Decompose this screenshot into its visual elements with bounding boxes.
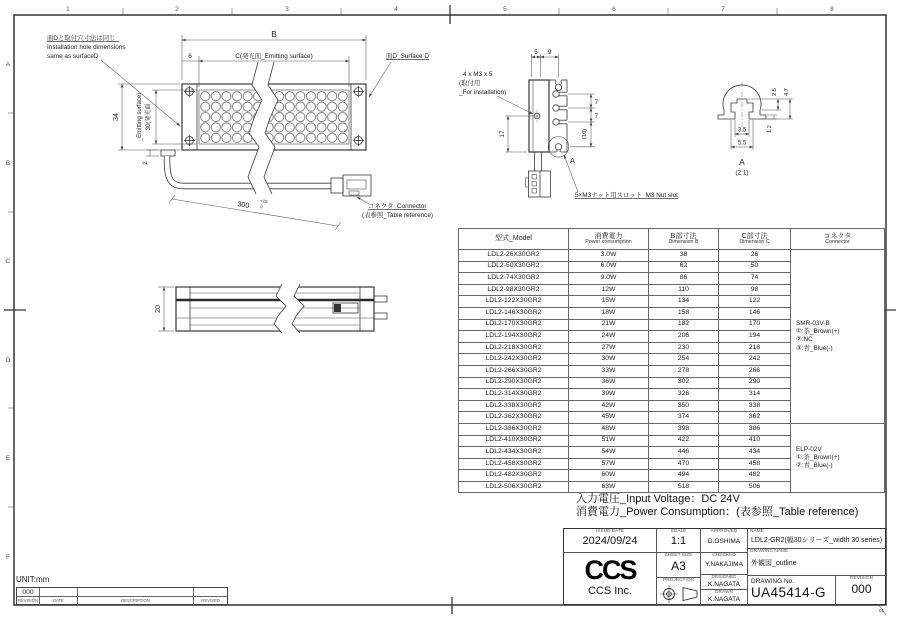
table-header-row	[459, 229, 885, 250]
zone-number: 4	[394, 6, 398, 13]
col-header-model: 型式_Model	[459, 229, 569, 250]
table-cell: 434	[719, 447, 791, 459]
detail-a-label: A	[739, 158, 745, 167]
side-view	[458, 49, 678, 199]
company-name: CCS Inc.	[587, 585, 632, 597]
third-angle-projection-icon	[658, 584, 700, 604]
table-cell: LDL2-410X30GR2	[459, 435, 569, 447]
rev-mark-bottom: 01	[879, 608, 885, 613]
sheet-size-value: A3	[671, 559, 686, 573]
dim-label-2-5: 2.5	[772, 88, 778, 96]
table-cell: LDL2-194X30GR2	[459, 331, 569, 343]
name-label: NAME	[750, 529, 764, 534]
table-cell: 398	[649, 423, 719, 435]
col-header-dim-c: C部寸法 Dimension C	[719, 229, 791, 250]
table-cell: 266	[719, 365, 791, 377]
revision-strip-value: 000	[17, 588, 40, 597]
detail-a-view	[718, 82, 793, 177]
table-cell: 38	[649, 250, 719, 262]
table-cell: 50	[719, 261, 791, 273]
zone-number: 3	[285, 6, 289, 13]
checked-label: CHECKED	[712, 553, 736, 558]
surface-d-label: 面D_Surface D	[386, 53, 429, 60]
scale-value: 1:1	[670, 535, 687, 547]
drawing-no-label: DRAWING No.	[751, 578, 795, 585]
projection-cell	[657, 578, 701, 606]
table-cell: 338	[719, 400, 791, 412]
slot-note	[564, 155, 678, 199]
dim-300	[169, 195, 341, 230]
scale-cell	[657, 529, 701, 553]
table-cell: 470	[649, 458, 719, 470]
table-cell: 458	[719, 458, 791, 470]
table-cell: LDL2-74X30GR2	[459, 273, 569, 285]
sheet-size-cell	[657, 553, 701, 578]
dim-label-34: 34	[111, 113, 120, 121]
dim-label-5: 5	[534, 49, 538, 56]
table-cell: 9.0W	[569, 273, 649, 285]
table-cell: 146	[719, 307, 791, 319]
table-cell: 86	[649, 273, 719, 285]
installation-note	[47, 33, 180, 126]
zone-letters	[6, 61, 11, 561]
zone-number: 6	[612, 6, 616, 13]
approved-value: D.OSHIMA	[707, 538, 741, 545]
table-cell: 170	[719, 319, 791, 331]
table-cell: 242	[719, 354, 791, 366]
screw-note	[458, 71, 533, 114]
table-cell: 518	[649, 481, 719, 493]
designed-label: DESIGNED	[711, 575, 737, 580]
title-block	[563, 528, 886, 605]
table-cell: 326	[649, 389, 719, 401]
company-logo-cell	[564, 553, 657, 606]
approved-cell	[701, 529, 748, 553]
checked-cell	[701, 553, 748, 575]
revision-col-label: REVISION	[17, 598, 38, 603]
sheet-size-label: SHEET SIZE	[664, 553, 693, 558]
zone-number: 2	[175, 6, 179, 13]
nut-slots	[553, 91, 568, 153]
drawn-label: DRAWN	[715, 590, 733, 595]
drawing-name-label: DRAWING NAME	[750, 549, 789, 554]
table-cell: LDL2-290X30GR2	[459, 377, 569, 389]
cable-boot	[161, 150, 175, 156]
checked-value: Y.NAKAJIMA	[705, 561, 743, 568]
table-cell: 482	[719, 470, 791, 482]
table-cell: 36W	[569, 377, 649, 389]
table-cell: 290	[719, 377, 791, 389]
table-cell: 57W	[569, 458, 649, 470]
table-cell: 54W	[569, 447, 649, 459]
installation-note-en2: same as surfaceD	[47, 53, 99, 60]
detail-a-scale: (2:1)	[735, 169, 749, 177]
detail-a-circle	[548, 137, 569, 158]
electrical-notes	[576, 493, 858, 519]
table-cell: 506	[719, 481, 791, 493]
detail-a-ref: A	[570, 156, 575, 165]
table-cell: 62	[649, 261, 719, 273]
table-cell: 45W	[569, 412, 649, 424]
front-view	[47, 30, 433, 230]
table-cell: 446	[649, 447, 719, 459]
table-cell: 21W	[569, 319, 649, 331]
dim-2	[142, 150, 159, 165]
ccs-logo: CCS	[584, 555, 636, 585]
designed-value: K.NAGATA	[708, 581, 740, 588]
col-header-dim-b: B部寸法 Dimension B	[649, 229, 719, 250]
zone-letter: A	[5, 61, 11, 68]
table-cell: 230	[649, 342, 719, 354]
drawing-no-cell	[748, 576, 836, 606]
screw-note-2: (取付用	[459, 80, 481, 87]
dim-label-300: 300	[236, 199, 251, 210]
approved-label: APPROVED	[710, 529, 738, 534]
dim-5-9	[532, 49, 559, 77]
table-cell: 218	[719, 342, 791, 354]
col-header-connector: コネクタ Connector	[791, 229, 885, 250]
table-cell: 24W	[569, 331, 649, 343]
dim-label-10: (10)	[582, 128, 588, 140]
power-consumption-note: 消費電力_Power Consumption：(表参照_Table reference)	[576, 506, 859, 518]
drawing-name-value: 外観図_outline	[751, 560, 797, 567]
table-cell: LDL2-50X30GR2	[459, 261, 569, 273]
table-cell: 314	[719, 389, 791, 401]
table-cell: 51W	[569, 435, 649, 447]
screw-note-3: _For installation)	[459, 89, 507, 96]
col-header-power: 消費電力 Power consumption	[569, 229, 649, 250]
screw-note-1: 4 x M3 x 5	[463, 71, 493, 78]
dim-label-20: 20	[153, 305, 162, 313]
dim-label-1-2: 1.2	[767, 125, 773, 133]
cable	[167, 156, 331, 186]
date-col-label: DATE	[40, 597, 78, 605]
model-table	[458, 228, 885, 493]
table-cell: 494	[649, 470, 719, 482]
table-cell: 122	[719, 296, 791, 308]
connector-cell: SMR-03V-B ①:茶_Brown(+) ②:NC ③:青_Blue(-)	[791, 250, 885, 424]
revision-strip-revised-cell	[194, 588, 227, 597]
dim-20	[153, 287, 174, 331]
table-cell: LDL2-386X30GR2	[459, 423, 569, 435]
table-cell: 410	[719, 435, 791, 447]
projection-label: PROJECTION	[663, 578, 694, 583]
table-cell: 18W	[569, 307, 649, 319]
zone-number: 7	[721, 6, 725, 13]
table-cell: 134	[649, 296, 719, 308]
table-cell: 302	[649, 377, 719, 389]
revision-cell	[836, 576, 887, 606]
installation-note-jp: 面Dと取付穴寸法は同じ_	[47, 35, 120, 42]
zone-letter: E	[5, 455, 11, 462]
zone-number: 8	[830, 6, 834, 13]
drawn-cell	[701, 590, 748, 606]
table-cell: 6.0W	[569, 261, 649, 273]
table-cell: 206	[649, 331, 719, 343]
table-cell: 27W	[569, 342, 649, 354]
dim-300-tol-upper: +25	[259, 198, 268, 205]
table-row	[459, 250, 885, 262]
drawing-no-value: UA45414-G	[751, 585, 826, 600]
table-cell: 39W	[569, 389, 649, 401]
surface-d-callout	[369, 52, 429, 97]
table-cell: LDL2-362X30GR2	[459, 412, 569, 424]
table-cell: 194	[719, 331, 791, 343]
table-cell: 30W	[569, 354, 649, 366]
dim-label-5-5: 5.5	[737, 140, 747, 147]
zone-number: 5	[503, 6, 507, 13]
dim-label-b: B	[271, 30, 277, 39]
table-cell: 12W	[569, 284, 649, 296]
name-cell	[748, 529, 887, 549]
connector-cell: ELP-02V ①:茶_Brown(+) ②:青_Blue(-)	[791, 423, 885, 493]
table-cell: 48W	[569, 423, 649, 435]
table-cell: 3.0W	[569, 250, 649, 262]
zone-number: 1	[66, 6, 70, 13]
table-cell: LDL2-338X30GR2	[459, 400, 569, 412]
table-cell: LDL2-218X30GR2	[459, 342, 569, 354]
table-row	[459, 423, 885, 435]
input-voltage-note: 入力電圧_Input Voltage：DC 24V	[576, 493, 740, 505]
drawing-name-cell	[748, 549, 887, 576]
dim-label-17: 17	[499, 130, 506, 138]
designed-cell	[701, 575, 748, 590]
dim-30	[137, 90, 197, 144]
table-cell: 278	[649, 365, 719, 377]
dim-label-2: 2	[142, 161, 149, 165]
table-cell: 98	[719, 284, 791, 296]
table-cell: LDL2-434X30GR2	[459, 447, 569, 459]
table-cell: LDL2-146X30GR2	[459, 307, 569, 319]
table-cell: LDL2-266X30GR2	[459, 365, 569, 377]
table-cell: 110	[649, 284, 719, 296]
description-col-label: DESCRIPTION	[78, 597, 194, 605]
table-cell: 422	[649, 435, 719, 447]
dim-label-3-5: 3.5	[737, 127, 747, 134]
connector-ref-label: (表参照_Table reference)	[362, 212, 434, 219]
table-cell: 60W	[569, 470, 649, 482]
table-cell: 362	[719, 412, 791, 424]
table-cell: 33W	[569, 365, 649, 377]
dim-label-4-7: 4.7	[784, 88, 790, 96]
cable-connector	[331, 175, 371, 196]
issue-date-value: 2024/09/24	[582, 535, 638, 547]
table-cell: LDL2-458X30GR2	[459, 458, 569, 470]
table-cell: LDL2-242X30GR2	[459, 354, 569, 366]
table-cell: 374	[649, 412, 719, 424]
table-cell: 63W	[569, 481, 649, 493]
issue-date-cell	[564, 529, 657, 553]
dim-300-tol-lower: 0	[259, 204, 264, 210]
dim-label-c: C(発光面_Emitting surface)	[235, 53, 313, 60]
drawn-value: K.NAGATA	[708, 596, 740, 603]
zone-letter: D	[5, 357, 11, 364]
dim-label-7b: 7	[594, 113, 599, 120]
dim-label-30-en: _Emitting surface)	[137, 92, 143, 142]
table-cell: LDL2-482X30GR2	[459, 470, 569, 482]
zone-letter: C	[5, 258, 11, 265]
table-cell: LDL2-314X30GR2	[459, 389, 569, 401]
dim-label-6: 6	[188, 53, 192, 60]
table-cell: 42W	[569, 400, 649, 412]
table-cell: LDL2-122X30GR2	[459, 296, 569, 308]
dim-label-30-jp: 30(発光面	[146, 103, 152, 131]
dim-label-7a: 7	[594, 99, 599, 106]
revision-value: 000	[851, 582, 872, 596]
table-cell: 15W	[569, 296, 649, 308]
unit-label: UNIT:mm	[16, 575, 50, 584]
revision-strip-desc-cell	[78, 588, 194, 597]
name-value: LDL2-GR2(幅30シリーズ_width 30 series)	[751, 537, 883, 544]
dim-label-9: 9	[547, 49, 552, 56]
dim-7-7-10	[568, 94, 599, 147]
dim-17	[499, 116, 533, 152]
table-cell: 350	[649, 400, 719, 412]
slot-note-label: 5×M3ナット用スロット_M3 Nut slot	[575, 192, 678, 199]
connector-callout	[357, 197, 433, 219]
table-cell: 182	[649, 319, 719, 331]
zone-letter: B	[5, 160, 11, 167]
revision-label: REVISION	[850, 576, 873, 581]
table-cell: LDL2-506X30GR2	[459, 481, 569, 493]
profile-view	[153, 284, 387, 333]
revised-col-label: REVISED	[201, 598, 220, 603]
issue-date-label: ISSUE DATE	[595, 529, 625, 534]
table-cell: LDL2-170X30GR2	[459, 319, 569, 331]
table-cell: 254	[649, 354, 719, 366]
table-cell: 386	[719, 423, 791, 435]
connector-label: コネクタ_Connector	[368, 203, 427, 210]
revision-strip-date-cell	[40, 588, 78, 597]
detail-a-dims	[731, 88, 793, 150]
table-cell: LDL2-26X30GR2	[459, 250, 569, 262]
scale-label: SCALE	[670, 529, 687, 534]
side-connector	[526, 171, 551, 197]
table-cell: 74	[719, 273, 791, 285]
table-cell: 26	[719, 250, 791, 262]
installation-note-en1: Installation hole dimensions	[47, 44, 126, 51]
table-cell: 158	[649, 307, 719, 319]
table-cell: LDL2-98X30GR2	[459, 284, 569, 296]
revision-strip	[16, 587, 228, 605]
zone-letter: F	[5, 554, 11, 561]
